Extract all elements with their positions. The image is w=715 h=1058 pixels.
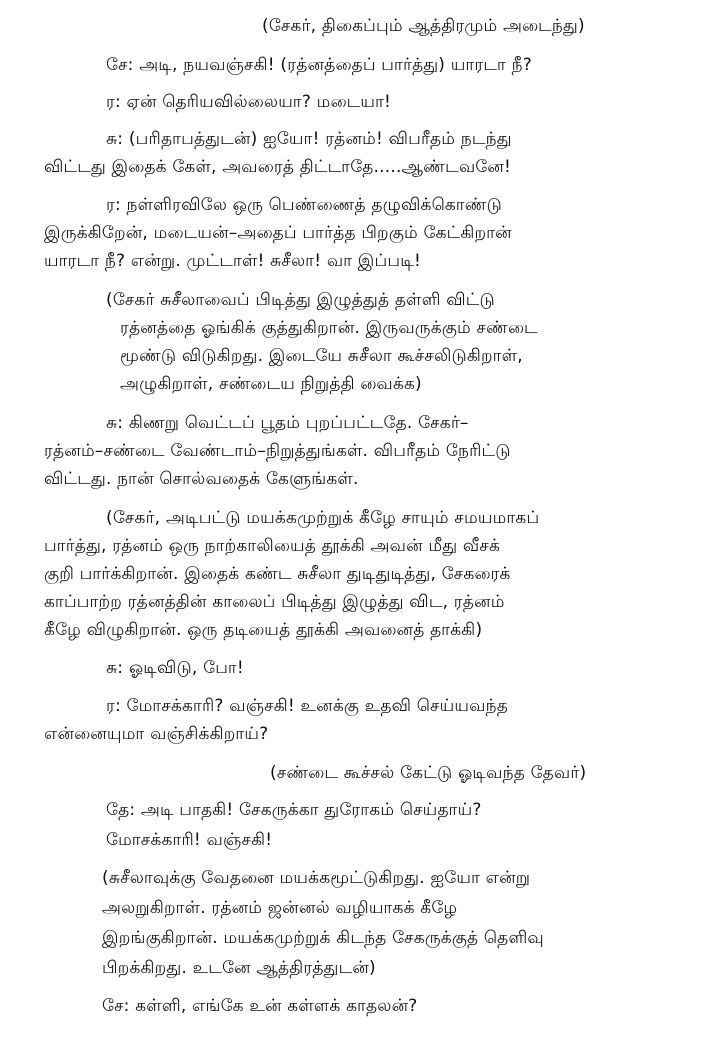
dialogue-line: யாரடா நீ? என்று. முட்டாள்! சுசீலா! வா இப்படி! bbox=[44, 251, 421, 271]
dialogue-line: என்னையுமா வஞ்சிக்கிறாய்? bbox=[44, 724, 269, 744]
stage-direction: அலறுகிறாள். ரத்னம் ஜன்னல் வழியாகக் கீழே bbox=[102, 898, 458, 918]
stage-direction: குறி பார்க்கிறான். இதைக் கண்ட சுசீலா துடிதுடித்து, சேகரைக் bbox=[44, 564, 511, 584]
stage-direction: (சேகர், அடிபட்டு மயக்கமுற்றுக் கீழே சாயும் சமயமாகப் bbox=[106, 508, 540, 528]
stage-direction: (சுசீலாவுக்கு வேதனை மயக்கமூட்டுகிறது. ஐயோ என்று bbox=[102, 868, 531, 888]
dialogue-line: ர: ஏன் தெரியவில்லையா? மடையா! bbox=[106, 92, 392, 112]
dialogue-line: தே: அடி பாதகி! சேகருக்கா துரோகம் செய்தாய்? bbox=[106, 800, 482, 820]
stage-direction: பிறக்கிறது. உடனே ஆத்திரத்துடன்) bbox=[102, 958, 376, 978]
dialogue-line: ர: நள்ளிரவிலே ஒரு பெண்ணைத் தழுவிக்கொண்டு bbox=[106, 195, 503, 215]
stage-direction: (சண்டை கூச்சல் கேட்டு ஓடிவந்த தேவர்) bbox=[270, 763, 587, 783]
dialogue-line: ர: மோசக்காரி? வஞ்சகி! உனக்கு உதவி செய்யவந்த bbox=[106, 696, 509, 716]
dialogue-line: சு: ஓடிவிடு, போ! bbox=[106, 658, 244, 678]
dialogue-line: சே: அடி, நயவஞ்சகி! (ரத்னத்தைப் பார்த்து) யாரடா நீ? bbox=[106, 55, 532, 75]
stage-direction: இறங்குகிறான். மயக்கமுற்றுக் கிடந்த சேகருக்குத் தெளிவு bbox=[102, 928, 544, 948]
dialogue-line: சு: (பரிதாபத்துடன்) ஐயோ! ரத்னம்! விபரீதம் நடந்து bbox=[106, 129, 512, 149]
dialogue-line: சே: கள்ளி, எங்கே உன் கள்ளக் காதலன்? bbox=[102, 996, 418, 1016]
stage-direction: அழுகிறாள், சண்டைய நிறுத்தி வைக்க) bbox=[120, 374, 422, 394]
dialogue-line: விட்டது. நான் சொல்வதைக் கேளுங்கள். bbox=[44, 469, 359, 489]
stage-direction: காப்பாற்ற ரத்னத்தின் காலைப் பிடித்து இழுத்து விட, ரத்னம் bbox=[44, 592, 505, 612]
stage-direction: (சேகர் சுசீலாவைப் பிடித்து இழுத்துத் தள்ளி விட்டு bbox=[106, 290, 495, 310]
dialogue-line: ரத்னம்–சண்டை வேண்டாம்–நிறுத்துங்கள். விபரீதம் நேரிட்டு bbox=[44, 441, 511, 461]
stage-direction: மூண்டு விடுகிறது. இடையே சுசீலா கூச்சலிடுகிறாள், bbox=[120, 346, 523, 366]
stage-direction: (சேகர், திகைப்பும் ஆத்திரமும் அடைந்து) bbox=[262, 16, 585, 36]
dialogue-line: இருக்கிறேன், மடையன்–அதைப் பார்த்த பிறகும் கேட்கிறான் bbox=[44, 223, 512, 243]
stage-direction: கீழே விழுகிறான். ஒரு தடியைத் தூக்கி அவனைத் தாக்கி) bbox=[44, 620, 483, 640]
dialogue-line: விட்டது இதைக் கேள், அவரைத் திட்டாதே.....ஆண்டவனே! bbox=[44, 157, 512, 177]
dialogue-line: மோசக்காரி! வஞ்சகி! bbox=[106, 830, 273, 850]
dialogue-line: சு: கிணறு வெட்டப் பூதம் புறப்பட்டதே. சேகர்– bbox=[106, 413, 469, 433]
stage-direction: ரத்னத்தை ஓங்கிக் குத்துகிறான். இருவருக்கும் சண்டை bbox=[120, 318, 538, 338]
stage-direction: பார்த்து, ரத்னம் ஒரு நாற்காலியைத் தூக்கி அவன் மீது வீசக் bbox=[44, 536, 501, 556]
